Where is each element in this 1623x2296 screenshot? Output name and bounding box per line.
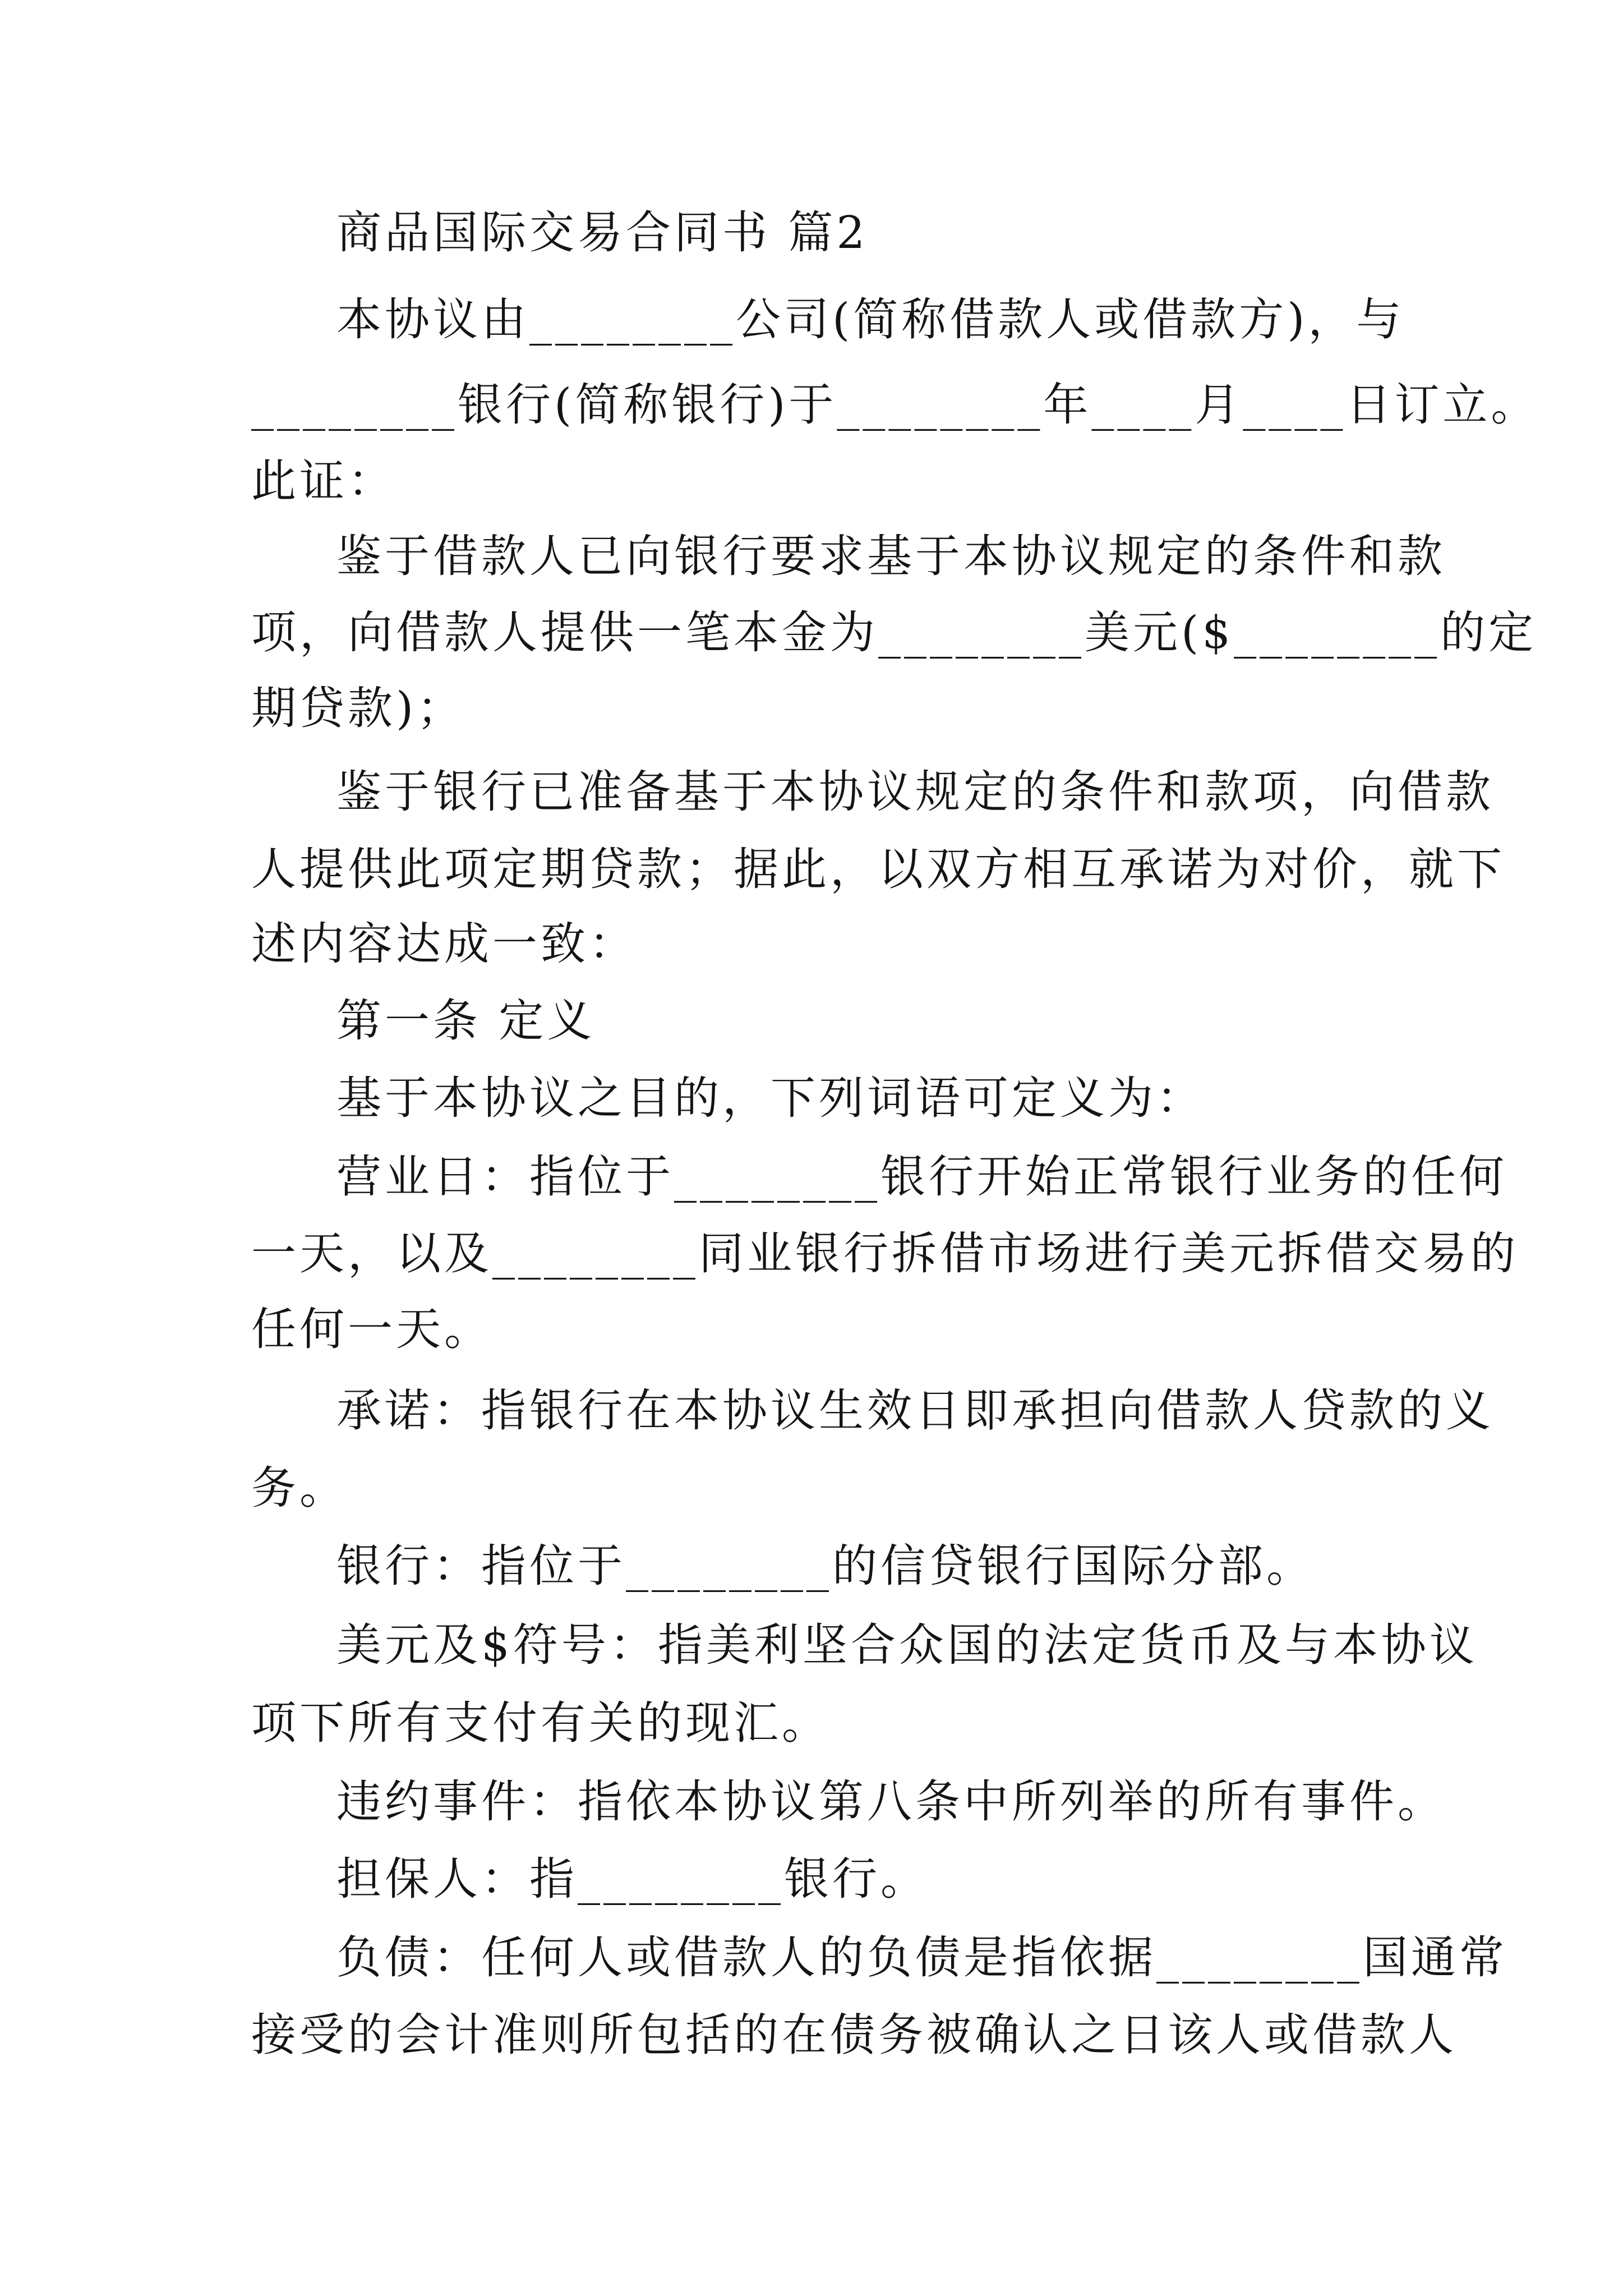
section-heading: 商品国际交易合同书 篇2: [336, 206, 869, 259]
paragraph-line: 承诺：指银行在本协议生效日即承担向借款人贷款的义: [336, 1384, 1494, 1437]
paragraph-line: ________银行(简称银行)于________年____月____日订立。: [251, 379, 1539, 431]
paragraph-line: 鉴于借款人已向银行要求基于本协议规定的条件和款: [336, 530, 1446, 582]
paragraph-line: 项，向借款人提供一笔本金为________美元($________的定: [251, 606, 1537, 659]
paragraph-line: 负债：任何人或借款人的负债是指依据________国通常: [336, 1931, 1507, 1984]
paragraph-line: 违约事件：指依本协议第八条中所列举的所有事件。: [336, 1775, 1446, 1828]
paragraph-line: 本协议由________公司(简称借款人或借款方)，与: [336, 293, 1405, 346]
paragraph-line: 务。: [251, 1462, 348, 1514]
paragraph-line: 人提供此项定期贷款；据此，以双方相互承诺为对价，就下: [251, 843, 1505, 895]
paragraph-line: 期贷款)；: [251, 682, 465, 734]
paragraph-line: 营业日：指位于________银行开始正常银行业务的任何: [336, 1151, 1507, 1203]
paragraph-line: 鉴于银行已准备基于本协议规定的条件和款项，向借款: [336, 766, 1494, 818]
paragraph-line: 此证：: [251, 455, 396, 507]
paragraph-line: 担保人：指________银行。: [336, 1853, 929, 1905]
paragraph-line: 接受的会计准则所包括的在债务被确认之日该人或借款人: [251, 2009, 1457, 2061]
paragraph-line: 基于本协议之目的，下列词语可定义为：: [336, 1072, 1205, 1124]
paragraph-line: 美元及$符号：指美利坚合众国的法定货币及与本协议: [336, 1619, 1478, 1671]
article-heading: 第一条 定义: [336, 995, 596, 1047]
paragraph-line: 任何一天。: [251, 1303, 492, 1355]
paragraph-line: 银行：指位于________的信贷银行国际分部。: [336, 1540, 1315, 1592]
paragraph-line: 一天，以及________同业银行拆借市场进行美元拆借交易的: [251, 1227, 1519, 1280]
paragraph-line: 述内容达成一致：: [251, 918, 637, 970]
paragraph-line: 项下所有支付有关的现汇。: [251, 1697, 830, 1749]
